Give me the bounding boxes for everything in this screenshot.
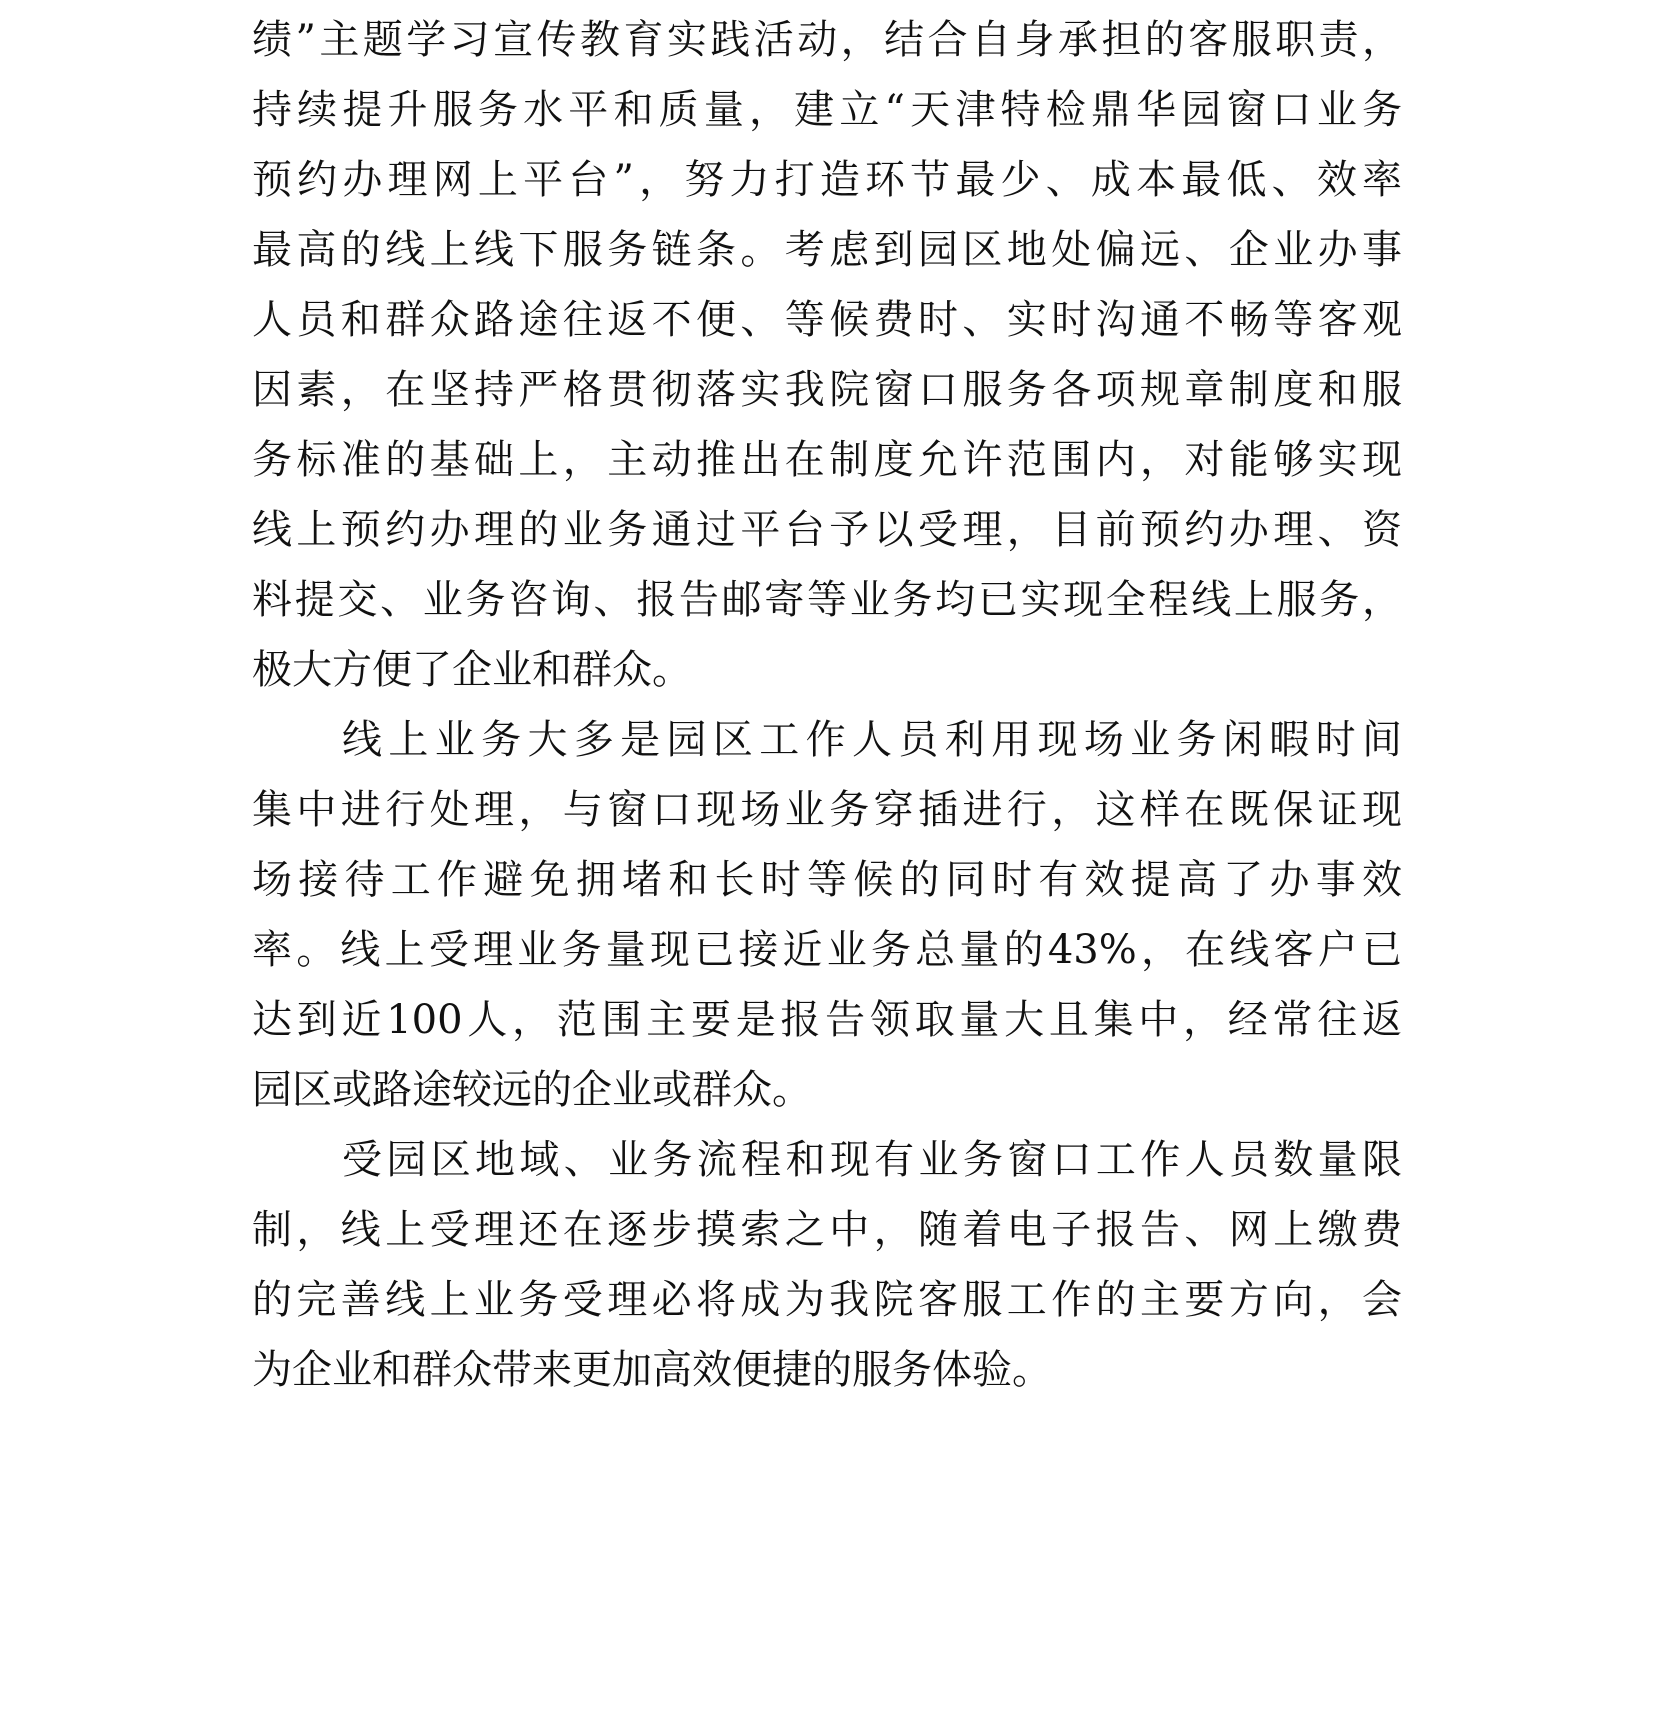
text-line: 集中进行处理，与窗口现场业务穿插进行，这样在既保证现 — [252, 787, 1402, 833]
text-line: 线上业务大多是园区工作人员利用现场业务闲暇时间 — [342, 717, 1402, 763]
text-line: 最高的线上线下服务链条。考虑到园区地处偏远、企业办事 — [252, 227, 1402, 273]
text-line: 预约办理网上平台”，努力打造环节最少、成本最低、效率 — [252, 157, 1402, 203]
text-line: 场接待工作避免拥堵和长时等候的同时有效提高了办事效 — [252, 857, 1402, 903]
text-line: 率。线上受理业务量现已接近业务总量的43%，在线客户已 — [252, 927, 1402, 973]
text-line: 线上预约办理的业务通过平台予以受理，目前预约办理、资 — [252, 507, 1402, 553]
text-line: 为企业和群众带来更加高效便捷的服务体验。 — [252, 1347, 1052, 1393]
text-line: 料提交、业务咨询、报告邮寄等业务均已实现全程线上服务， — [252, 577, 1402, 623]
text-line: 绩”主题学习宣传教育实践活动，结合自身承担的客服职责， — [252, 17, 1402, 63]
text-line: 达到近100人，范围主要是报告领取量大且集中，经常往返 — [252, 997, 1402, 1043]
text-line: 受园区地域、业务流程和现有业务窗口工作人员数量限 — [342, 1137, 1402, 1183]
text-line: 因素，在坚持严格贯彻落实我院窗口服务各项规章制度和服 — [252, 367, 1402, 413]
text-line: 园区或路途较远的企业或群众。 — [252, 1067, 812, 1113]
text-line: 极大方便了企业和群众。 — [252, 647, 692, 693]
text-line: 制，线上受理还在逐步摸索之中，随着电子报告、网上缴费 — [252, 1207, 1402, 1253]
text-line: 的完善线上业务受理必将成为我院客服工作的主要方向，会 — [252, 1277, 1402, 1323]
text-line: 务标准的基础上，主动推出在制度允许范围内，对能够实现 — [252, 437, 1402, 483]
text-line: 持续提升服务水平和质量，建立“天津特检鼎华园窗口业务 — [252, 87, 1402, 133]
text-line: 人员和群众路途往返不便、等候费时、实时沟通不畅等客观 — [252, 297, 1402, 343]
